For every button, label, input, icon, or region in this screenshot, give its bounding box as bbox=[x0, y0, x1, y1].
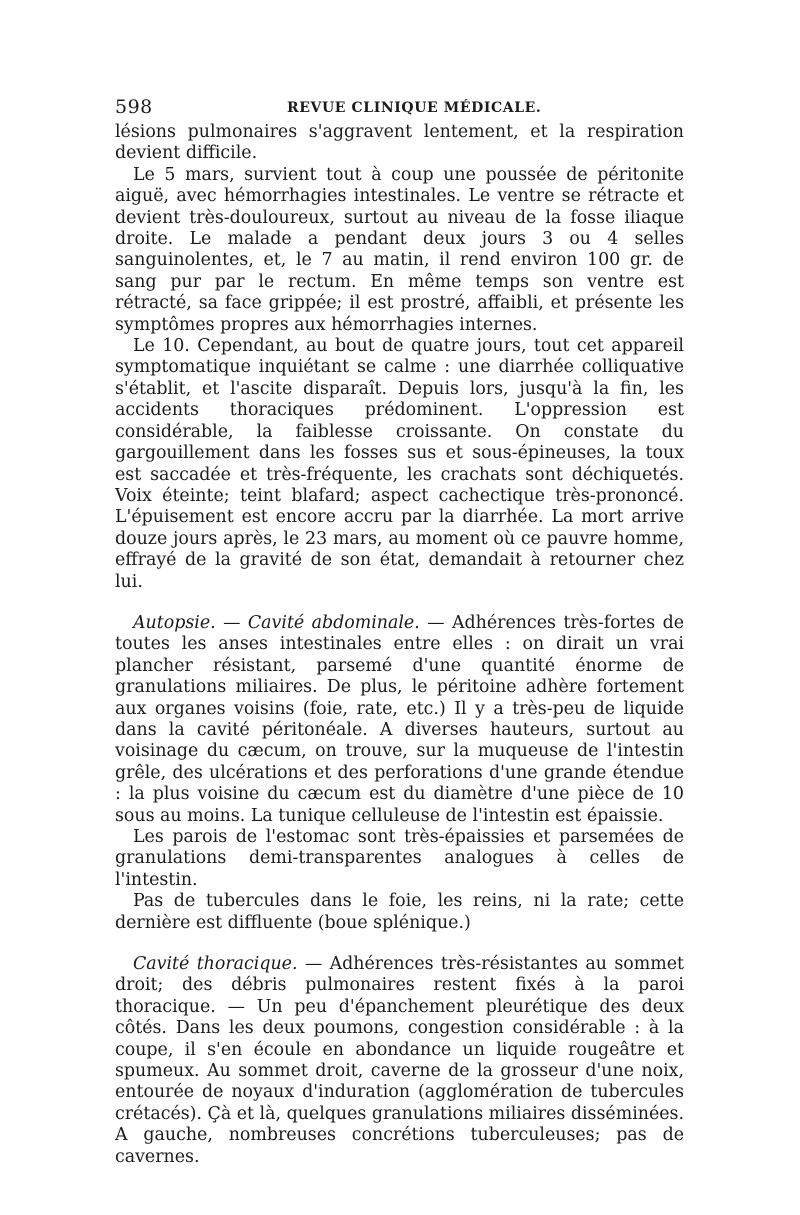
paragraph-march-5: Le 5 mars, survient tout à coup une poussée de péritonite aiguë, avec hémorrhagies intestinales. Le ventre se rétracte et devient très-douloureux, surtout au niveau de la fosse iliaque droite. Le malade a pendant deux jours 3 ou 4 selles sanguinolentes, et, le 7 au matin, il rend environ 100 gr. de sang pur par le rectum. En même temps son ventre est rétracté, sa face grippée; il est prostré, affaibli, et présente les symptômes propres aux hémorrhagies internes. bbox=[115, 164, 684, 335]
section-gap bbox=[115, 593, 684, 613]
page-header bbox=[115, 96, 695, 120]
section-gap bbox=[115, 934, 684, 954]
body-text bbox=[115, 122, 684, 1168]
paragraph-cavite-thoracique: Cavité thoracique. — Adhérences très-résistantes au sommet droit; des débris pulmonaires restent fixés à la paroi thoracique. — Un peu d'épanchement pleurétique des deux côtés. Dans les deux poumons, congestion considérable : à la coupe, il s'en écoule en abondance un liquide rougeâtre et spumeux. Au sommet droit, caverne de la grosseur d'une noix, entourée de noyaux d'induration (agglomération de tubercules crétacés). Çà et là, quelques granulations miliaires disséminées. A gauche, nombreuses concrétions tuberculeuses; pas de cavernes. bbox=[115, 954, 684, 1167]
paragraph-autopsie-abdominale: Autopsie. — Cavité abdominale. — Adhérences très-fortes de toutes les anses intestinales entre elles : on dirait un vrai plancher résistant, parsemé d'une quantité énorme de granulations miliaires. De plus, le péritoine adhère fortement aux organes voisins (foie, rate, etc.) Il y a très-peu de liquide dans la cavité péritonéale. A diverses hauteurs, surtout au voisinage du cæcum, on trouve, sur la muqueuse de l'intestin grêle, des ulcérations et des perforations d'une grande étendue : la plus voisine du cæcum est du diamètre d'une pièce de 10 sous au moins. La tunique celluleuse de l'intestin est épaissie. bbox=[115, 612, 684, 826]
running-title: REVUE CLINIQUE MÉDICALE. bbox=[287, 100, 542, 116]
section-lead-autopsie: Autopsie. — Cavité abdominale. bbox=[133, 612, 420, 633]
paragraph-estomac: Les parois de l'estomac sont très-épaissies et parsemées de granulations demi-transparentes analogues à celles de l'intestin. bbox=[115, 827, 684, 890]
paragraph-continuation: lésions pulmonaires s'aggravent lentement, et la respiration devient difficile. bbox=[115, 122, 684, 164]
section-lead-thoracique: Cavité thoracique. bbox=[133, 954, 298, 975]
page-number: 598 bbox=[115, 96, 153, 118]
paragraph-foie-rate: Pas de tubercules dans le foie, les reins, ni la rate; cette dernière est diffluente (boue splénique.) bbox=[115, 891, 684, 933]
paragraph-day-10: Le 10. Cependant, au bout de quatre jours, tout cet appareil symptomatique inquiétant se calme : une diarrhée colliquative s'établit, et l'ascite disparaît. Depuis lors, jusqu'à la fin, les accidents thoraciques prédominent. L'oppression est considérable, la faiblesse croissante. On constate du gargouillement dans les fosses sus et sous-épineuses, la toux est saccadée et très-fréquente, les crachats sont déchiquetés. Voix éteinte; teint blafard; aspect cachectique très-prononcé. L'épuisement est encore accru par la diarrhée. La mort arrive douze jours après, le 23 mars, au moment où ce pauvre homme, effrayé de la gravité de son état, demandait à retourner chez lui. bbox=[115, 336, 684, 592]
